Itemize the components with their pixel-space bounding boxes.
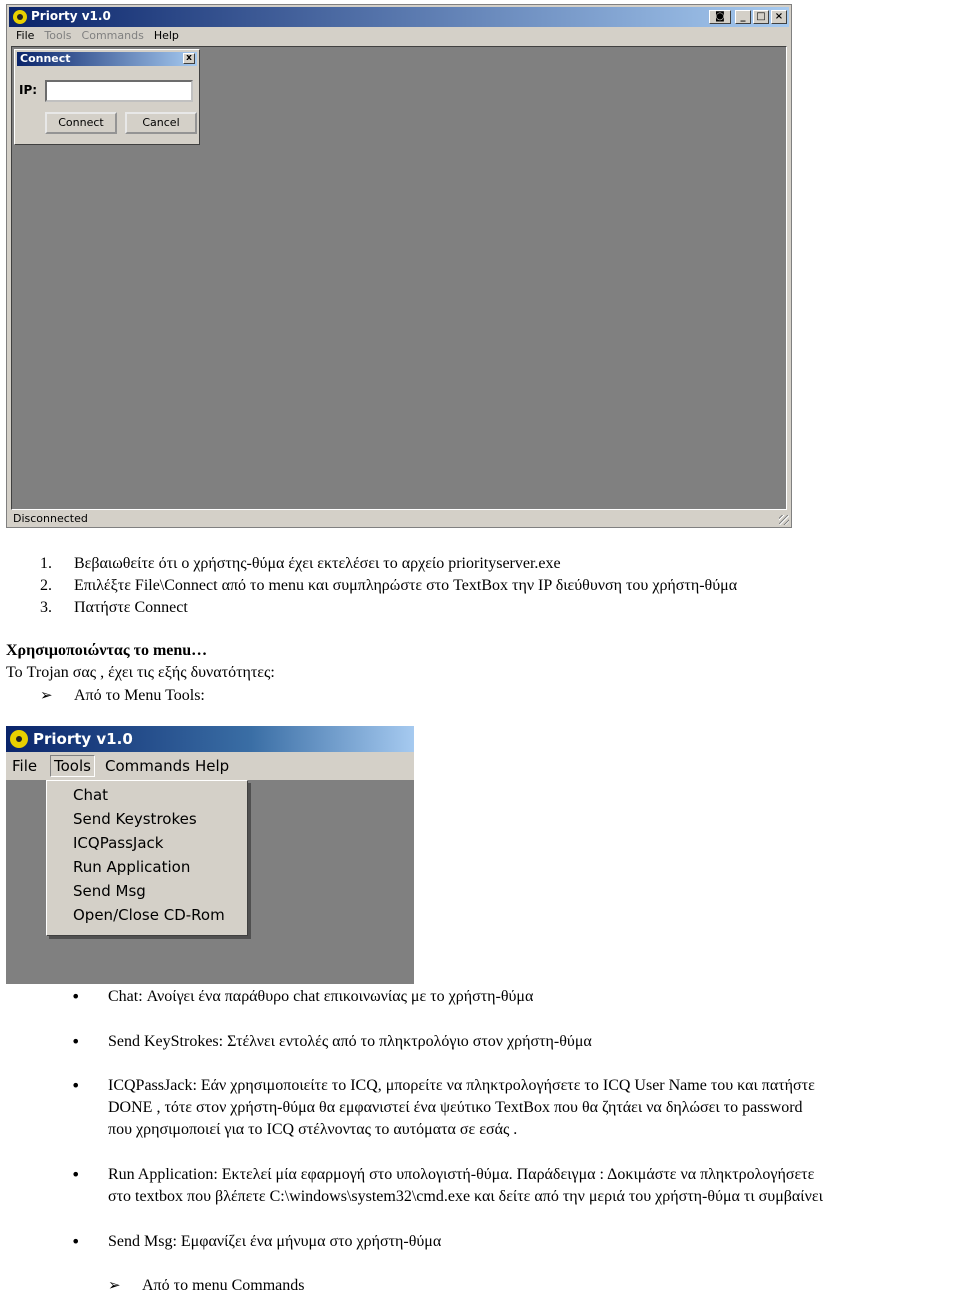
menu-item-icqpassjack[interactable]: ICQPassJack [73, 834, 164, 852]
window-title: Priorty v1.0 [31, 9, 111, 23]
intro-text: Το Trojan σας , έχει τις εξής δυνατότητες: [6, 664, 275, 681]
bullet-run-application: • Run Application: Εκτελεί μία εφαρμογή στο υπολογιστή-θύμα. Παράδειγμα : Δοκιμάστε να πληκτρολογήσετε στο textbox που βλέπετε C:\windows\system32\cmd.exe και δείτε από την μεριά του χρήστη-θύμα τι συμβαίνει [76, 1164, 960, 1208]
menu-bar [11, 28, 184, 46]
menu-tools[interactable]: Tools [44, 29, 72, 42]
window-title: Priorty v1.0 [33, 730, 133, 748]
menu-heading: Χρησιμοποιώντας το menu… [6, 642, 208, 659]
arrow-bullet-icon: ➢ [40, 686, 53, 704]
tools-dropdown [46, 780, 248, 936]
menu-tools[interactable]: Tools [50, 755, 95, 777]
resize-grip[interactable] [779, 515, 789, 525]
menu-commands[interactable]: Commands [105, 757, 190, 775]
connect-button[interactable]: Connect [45, 112, 117, 134]
menu-help[interactable]: Help [153, 29, 179, 42]
step-2: 2. Επιλέξτε File\Connect από το menu και συμπληρώστε στο TextBox την IP διεύθυνση του χρήστη-θύμα [40, 577, 738, 594]
priorty-window-screenshot [6, 4, 792, 528]
menu-bar [6, 752, 414, 780]
ip-input[interactable] [45, 80, 193, 102]
menu-item-send-keystrokes[interactable]: Send Keystrokes [73, 810, 197, 828]
tools-heading: ➢ Από το Menu Tools: [40, 686, 205, 704]
menu-item-send-msg[interactable]: Send Msg [73, 882, 146, 900]
connect-dialog [14, 49, 200, 145]
client-area [11, 46, 787, 510]
menu-help[interactable]: Help [195, 757, 230, 775]
step-1: 1. Βεβαιωθείτε ότι ο χρήστης-θύμα έχει εκτελέσει το αρχείο priorityserver.exe [40, 555, 561, 572]
arrow-bullet-icon: ➢ [108, 1276, 121, 1294]
bullet-icqpassjack: • ICQPassJack: Εάν χρησιμοποιείτε το ICQ, μπορείτε να πληκτρολογήσετε το ICQ User Name του και πατήστε DONE , τότε στον χρήστη-θύμα θα εμφανιστεί ένα ψεύτικο TextBox που θα ζητάει να δηλώσει το password που χρησιμοποιεί για το ICQ στέλνοντας το αυτόματα σε εσάς . [76, 1075, 960, 1141]
cancel-button[interactable]: Cancel [125, 112, 197, 134]
commands-heading: ➢ Από το menu Commands [108, 1276, 305, 1294]
dialog-close-button[interactable]: x [183, 53, 195, 64]
minimize-button[interactable]: _ [735, 10, 751, 24]
menu-item-open-close-cdrom[interactable]: Open/Close CD-Rom [73, 906, 225, 924]
status-bar: Disconnected [13, 512, 88, 525]
title-bar [9, 7, 789, 27]
step-3: 3. Πατήστε Connect [40, 599, 188, 616]
menu-file[interactable]: File [12, 757, 38, 775]
maximize-button[interactable]: □ [753, 10, 769, 24]
ip-label: IP: [19, 83, 38, 97]
close-button[interactable]: × [771, 10, 787, 24]
menu-item-run-application[interactable]: Run Application [73, 858, 191, 876]
tools-menu-screenshot [6, 726, 414, 984]
extra-icon[interactable]: ◙ [709, 10, 731, 24]
menu-file[interactable]: File [16, 29, 35, 42]
menu-item-chat[interactable]: Chat [73, 786, 109, 804]
menu-commands[interactable]: Commands [81, 29, 144, 42]
dialog-title: Connect [17, 52, 197, 66]
title-bar [6, 726, 414, 752]
radiation-icon [10, 730, 28, 748]
radiation-icon [13, 10, 27, 24]
